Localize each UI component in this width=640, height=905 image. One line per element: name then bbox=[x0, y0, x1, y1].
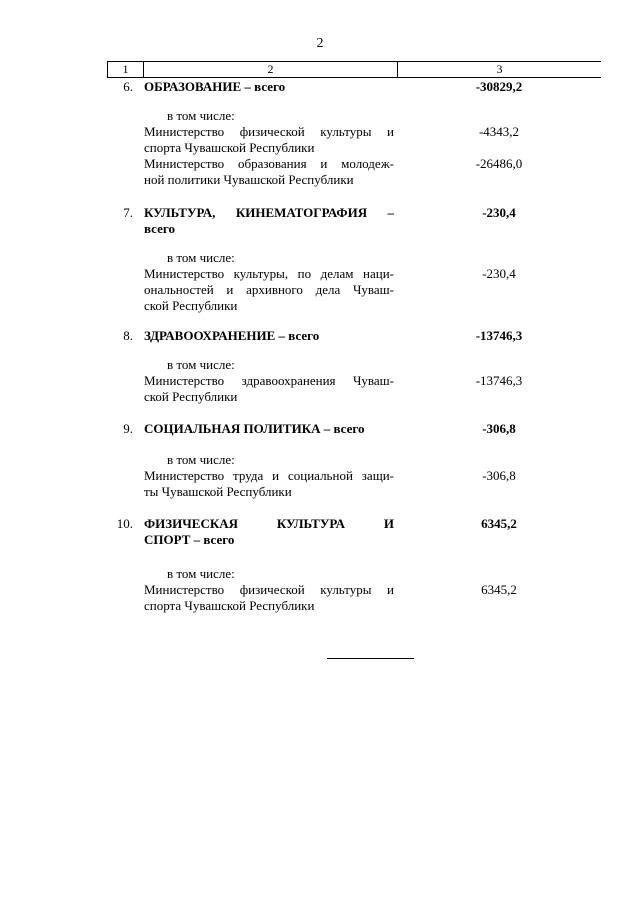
section-number: 9. bbox=[123, 421, 133, 436]
item-description: Министерство физической культуры и спорта Чувашской Республики bbox=[144, 582, 394, 613]
section-title: ЗДРАВООХРАНЕНИЕ – всего bbox=[144, 328, 320, 343]
section-number: 10. bbox=[116, 516, 133, 531]
section-title: ОБРАЗОВАНИЕ – всего bbox=[144, 79, 286, 94]
item-description: Министерство физической культуры и спорта Чувашской Республики bbox=[144, 124, 394, 155]
item-value: -306,8 bbox=[482, 468, 516, 483]
section-total: -230,4 bbox=[482, 205, 516, 220]
item-description: Министерство труда и социальной защи- ты Чувашской Республики bbox=[144, 468, 394, 499]
section-number: 6. bbox=[123, 79, 133, 94]
section-title: КУЛЬТУРА, КИНЕМАТОГРАФИЯ – всего bbox=[144, 205, 394, 236]
header-col-2: 2 bbox=[143, 62, 397, 77]
section-total: -30829,2 bbox=[475, 79, 523, 94]
item-value: 6345,2 bbox=[481, 582, 517, 597]
item-value: -4343,2 bbox=[478, 124, 520, 139]
header-col-3: 3 bbox=[397, 62, 601, 77]
section-total: -306,8 bbox=[482, 421, 516, 436]
item-value: -13746,3 bbox=[475, 373, 523, 388]
table-header-row bbox=[107, 61, 601, 78]
item-description: Министерство культуры, по делам наци- ональностей и архивного дела Чуваш- ской Республики bbox=[144, 266, 394, 313]
section-total: -13746,3 bbox=[475, 328, 523, 343]
section-title: ФИЗИЧЕСКАЯ КУЛЬТУРА И СПОРТ – всего bbox=[144, 516, 394, 547]
page-number: 2 bbox=[316, 36, 324, 51]
item-value: -230,4 bbox=[482, 266, 516, 281]
footer-divider bbox=[327, 658, 414, 659]
header-col-1: 1 bbox=[107, 62, 143, 77]
including-label: в том числе: bbox=[167, 108, 235, 123]
including-label: в том числе: bbox=[167, 452, 235, 467]
section-number: 8. bbox=[123, 328, 133, 343]
section-title: СОЦИАЛЬНАЯ ПОЛИТИКА – всего bbox=[144, 421, 365, 436]
including-label: в том числе: bbox=[167, 566, 235, 581]
including-label: в том числе: bbox=[167, 250, 235, 265]
section-total: 6345,2 bbox=[481, 516, 517, 531]
including-label: в том числе: bbox=[167, 357, 235, 372]
item-description: Министерство образования и молодеж- ной политики Чувашской Республики bbox=[144, 156, 394, 187]
item-value: -26486,0 bbox=[475, 156, 523, 171]
item-description: Министерство здравоохранения Чуваш- ской Республики bbox=[144, 373, 394, 404]
section-number: 7. bbox=[123, 205, 133, 220]
